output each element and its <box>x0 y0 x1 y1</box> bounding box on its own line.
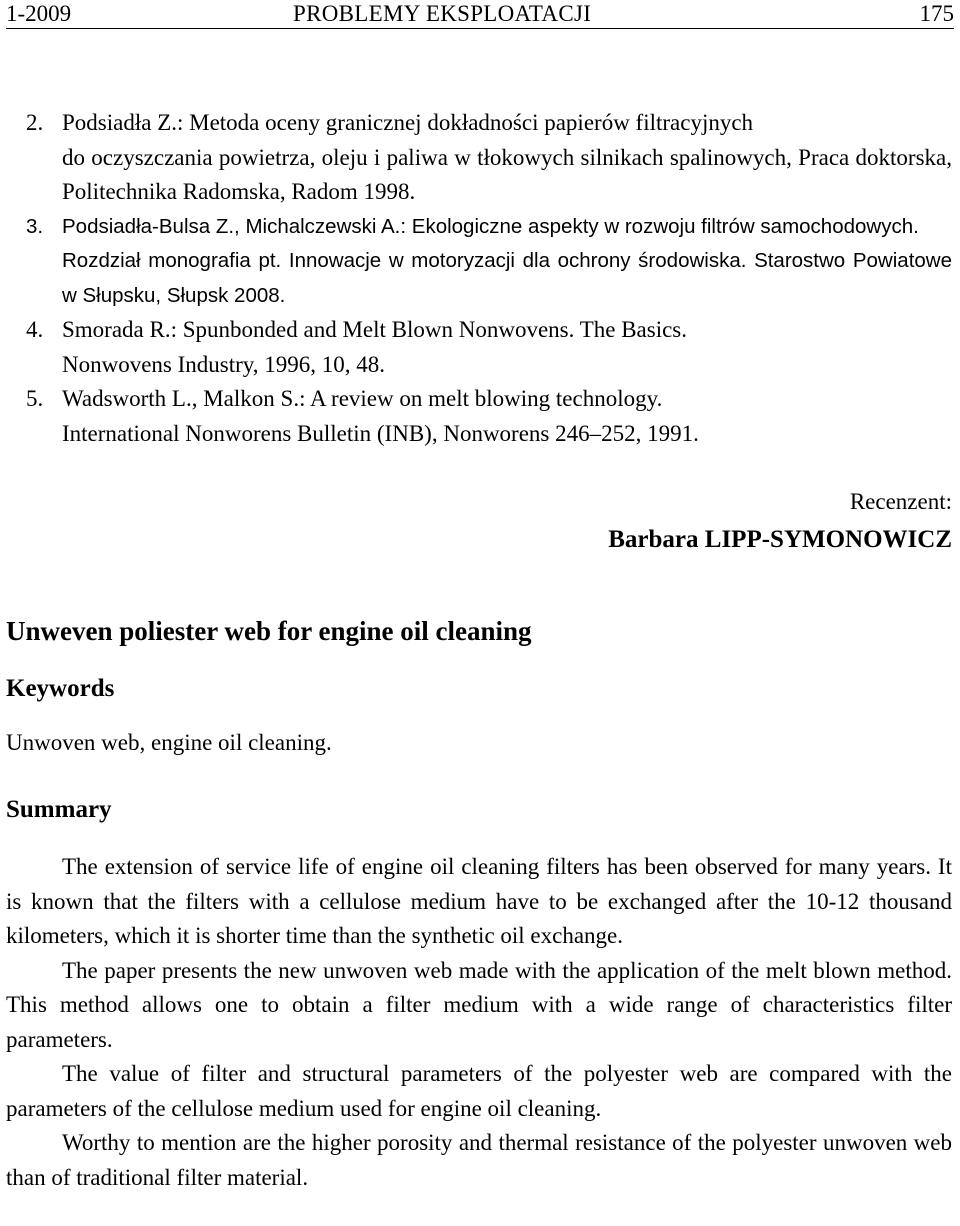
reference-item <box>26 210 952 314</box>
keywords-heading: Keywords <box>6 675 115 702</box>
reference-list <box>26 106 952 451</box>
reference-item <box>26 106 952 210</box>
reference-text-continued: do oczyszczania powietrza, oleju i paliwa w tłokowych silnikach spalinowych, Praca doktorska, Politechnika Radomska, Radom 1998. <box>62 144 952 204</box>
summary-heading: Summary <box>6 796 112 823</box>
reviewer-label: Recenzent: <box>849 489 952 514</box>
running-header <box>6 0 954 29</box>
reference-number: 4. <box>26 317 44 342</box>
journal-title: PROBLEMY EKSPLOATACJI <box>293 1 592 26</box>
reference-text: Podsiadła-Bulsa Z., Michalczewski A.: Ekologiczne aspekty w rozwoju filtrów samochodowych. <box>62 214 919 238</box>
summary-body <box>6 850 952 1195</box>
reviewer-block <box>608 484 952 558</box>
summary-paragraph: Worthy to mention are the higher porosity and thermal resistance of the polyester unwoven web than of traditional filter material. <box>6 1130 952 1190</box>
reference-text-continued: International Nonworens Bulletin (INB), Nonworens 246–252, 1991. <box>62 420 699 446</box>
reference-text: Smorada R.: Spunbonded and Melt Blown Nonwovens. The Basics. <box>62 317 687 342</box>
reference-text: Wadsworth L., Malkon S.: A review on melt blowing technology. <box>62 386 663 411</box>
page-number: 175 <box>919 1 954 26</box>
reference-item <box>26 313 952 382</box>
reference-number: 3. <box>26 214 44 238</box>
reference-number: 5. <box>26 386 44 411</box>
issue-number: 1-2009 <box>6 1 72 26</box>
reference-text: Podsiadła Z.: Metoda oceny granicznej dokładności papierów filtracyjnych <box>62 110 754 135</box>
reference-item <box>26 382 952 451</box>
keywords-text: Unwoven web, engine oil cleaning. <box>6 730 332 755</box>
reference-number: 2. <box>26 110 44 135</box>
article-title: Unweven poliester web for engine oil cleaning <box>6 616 532 646</box>
summary-paragraph: The extension of service life of engine oil cleaning filters has been observed for many years. It is known that the filters with a cellulose medium have to be exchanged after the 10-12 thousand kilometers, which it is shorter time than the synthetic oil exchange. <box>6 854 952 948</box>
reference-text-continued: Rozdział monografia pt. Innowacje w motoryzacji dla ochrony środowiska. Starostwo Powiatowe w Słupsku, Słupsk 2008. <box>62 249 952 307</box>
reviewer-name: Barbara LIPP-SYMONOWICZ <box>608 526 952 553</box>
summary-paragraph: The paper presents the new unwoven web made with the application of the melt blown method. This method allows one to obtain a filter medium with a wide range of characteristics filter parameters. <box>6 957 952 1052</box>
summary-paragraph: The value of filter and structural parameters of the polyester web are compared with the parameters of the cellulose medium used for engine oil cleaning. <box>6 1061 952 1121</box>
reference-text-continued: Nonwovens Industry, 1996, 10, 48. <box>62 351 386 377</box>
